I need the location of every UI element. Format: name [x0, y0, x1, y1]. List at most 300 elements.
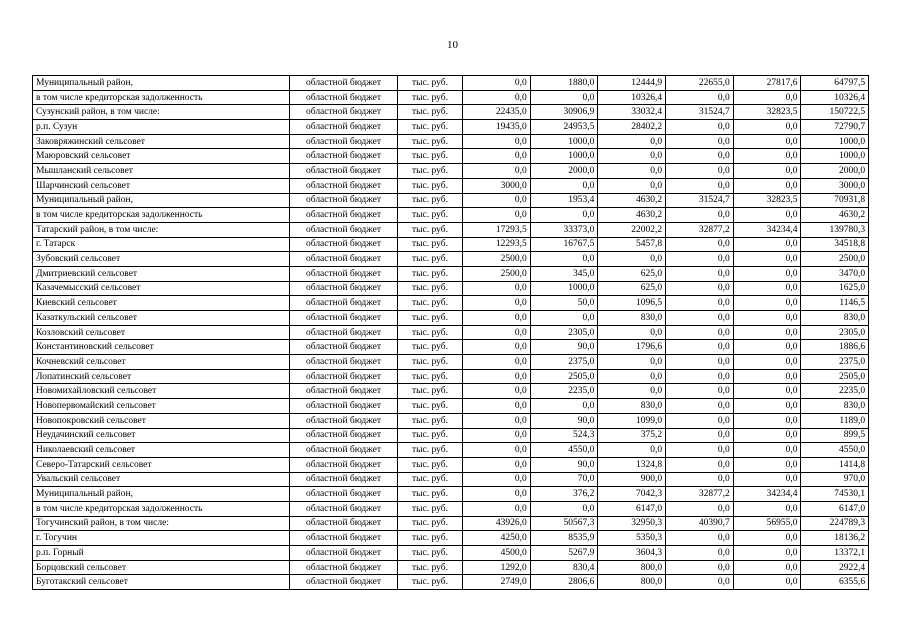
value-cell: 1099,0 [598, 413, 666, 428]
row-name-cell: Сузунский район, в том числе: [33, 105, 290, 120]
value-cell: 0,0 [463, 457, 531, 472]
unit-cell: тыс. руб. [398, 413, 463, 428]
table-row [33, 516, 869, 531]
total-cell: 74530,1 [801, 487, 869, 502]
unit-cell: тыс. руб. [398, 384, 463, 399]
value-cell: 0,0 [598, 134, 666, 149]
funding-source-cell: областной бюджет [290, 575, 398, 590]
table-row [33, 311, 869, 326]
value-cell: 0,0 [733, 164, 801, 179]
value-cell: 625,0 [598, 266, 666, 281]
total-cell: 139780,3 [801, 222, 869, 237]
unit-cell: тыс. руб. [398, 546, 463, 561]
value-cell: 2305,0 [530, 325, 598, 340]
value-cell: 375,2 [598, 428, 666, 443]
table-row [33, 457, 869, 472]
value-cell: 0,0 [666, 311, 734, 326]
value-cell: 376,2 [530, 487, 598, 502]
value-cell: 70,0 [530, 472, 598, 487]
funding-source-cell: областной бюджет [290, 222, 398, 237]
value-cell: 0,0 [666, 237, 734, 252]
value-cell: 0,0 [598, 252, 666, 267]
row-name-cell: г. Тогучин [33, 531, 290, 546]
row-name-cell: Дмитриевский сельсовет [33, 266, 290, 281]
value-cell: 1880,0 [530, 76, 598, 91]
unit-cell: тыс. руб. [398, 296, 463, 311]
table-row [33, 472, 869, 487]
value-cell: 0,0 [733, 472, 801, 487]
total-cell: 2500,0 [801, 252, 869, 267]
table-row [33, 105, 869, 120]
value-cell: 31524,7 [666, 193, 734, 208]
row-name-cell: Шарчинский сельсовет [33, 178, 290, 193]
value-cell: 800,0 [598, 560, 666, 575]
value-cell: 56955,0 [733, 516, 801, 531]
value-cell: 0,0 [733, 281, 801, 296]
total-cell: 830,0 [801, 311, 869, 326]
unit-cell: тыс. руб. [398, 457, 463, 472]
value-cell: 625,0 [598, 281, 666, 296]
total-cell: 2305,0 [801, 325, 869, 340]
unit-cell: тыс. руб. [398, 443, 463, 458]
funding-source-cell: областной бюджет [290, 208, 398, 223]
value-cell: 0,0 [666, 90, 734, 105]
row-name-cell: Киевский сельсовет [33, 296, 290, 311]
value-cell: 2806,6 [530, 575, 598, 590]
row-name-cell: Тогучинский район, в том числе: [33, 516, 290, 531]
value-cell: 0,0 [463, 296, 531, 311]
row-name-cell: Николаевский сельсовет [33, 443, 290, 458]
value-cell: 0,0 [463, 428, 531, 443]
value-cell: 0,0 [733, 501, 801, 516]
funding-source-cell: областной бюджет [290, 134, 398, 149]
value-cell: 0,0 [733, 428, 801, 443]
unit-cell: тыс. руб. [398, 369, 463, 384]
row-name-cell: Новомихайловский сельсовет [33, 384, 290, 399]
row-name-cell: Муниципальный район, [33, 193, 290, 208]
value-cell: 0,0 [666, 296, 734, 311]
total-cell: 970,0 [801, 472, 869, 487]
value-cell: 32823,5 [733, 193, 801, 208]
value-cell: 0,0 [463, 90, 531, 105]
page-number: 10 [447, 39, 458, 51]
value-cell: 3000,0 [463, 178, 531, 193]
row-name-cell: в том числе кредиторская задолженность [33, 208, 290, 223]
value-cell: 3604,3 [598, 546, 666, 561]
total-cell: 10326,4 [801, 90, 869, 105]
table-row [33, 546, 869, 561]
value-cell: 30906,9 [530, 105, 598, 120]
table-row [33, 443, 869, 458]
value-cell: 90,0 [530, 413, 598, 428]
funding-source-cell: областной бюджет [290, 120, 398, 135]
unit-cell: тыс. руб. [398, 164, 463, 179]
funding-source-cell: областной бюджет [290, 399, 398, 414]
funding-source-cell: областной бюджет [290, 501, 398, 516]
unit-cell: тыс. руб. [398, 575, 463, 590]
value-cell: 0,0 [463, 311, 531, 326]
value-cell: 0,0 [733, 134, 801, 149]
value-cell: 5267,9 [530, 546, 598, 561]
value-cell: 0,0 [733, 311, 801, 326]
value-cell: 0,0 [733, 325, 801, 340]
budget-table [32, 75, 869, 590]
total-cell: 64797,5 [801, 76, 869, 91]
value-cell: 0,0 [666, 546, 734, 561]
value-cell: 0,0 [666, 252, 734, 267]
table-row [33, 164, 869, 179]
table-row [33, 428, 869, 443]
value-cell: 0,0 [733, 355, 801, 370]
row-name-cell: Борцовский сельсовет [33, 560, 290, 575]
value-cell: 28402,2 [598, 120, 666, 135]
value-cell: 19435,0 [463, 120, 531, 135]
unit-cell: тыс. руб. [398, 281, 463, 296]
value-cell: 40390,7 [666, 516, 734, 531]
value-cell: 0,0 [733, 120, 801, 135]
funding-source-cell: областной бюджет [290, 531, 398, 546]
value-cell: 22655,0 [666, 76, 734, 91]
value-cell: 34234,4 [733, 487, 801, 502]
table-row [33, 355, 869, 370]
value-cell: 0,0 [666, 575, 734, 590]
row-name-cell: Неудачинский сельсовет [33, 428, 290, 443]
row-name-cell: Козловский сельсовет [33, 325, 290, 340]
row-name-cell: Татарский район, в том числе: [33, 222, 290, 237]
value-cell: 17293,5 [463, 222, 531, 237]
table-row [33, 193, 869, 208]
value-cell: 0,0 [463, 208, 531, 223]
value-cell: 43926,0 [463, 516, 531, 531]
value-cell: 33032,4 [598, 105, 666, 120]
value-cell: 0,0 [733, 149, 801, 164]
total-cell: 2235,0 [801, 384, 869, 399]
unit-cell: тыс. руб. [398, 516, 463, 531]
row-name-cell: Кочневский сельсовет [33, 355, 290, 370]
row-name-cell: р.п. Горный [33, 546, 290, 561]
value-cell: 0,0 [733, 90, 801, 105]
table-row [33, 76, 869, 91]
value-cell: 34234,4 [733, 222, 801, 237]
total-cell: 1146,5 [801, 296, 869, 311]
total-cell: 3000,0 [801, 178, 869, 193]
row-name-cell: в том числе кредиторская задолженность [33, 501, 290, 516]
funding-source-cell: областной бюджет [290, 325, 398, 340]
value-cell: 830,4 [530, 560, 598, 575]
funding-source-cell: областной бюджет [290, 252, 398, 267]
value-cell: 0,0 [463, 487, 531, 502]
total-cell: 1625,0 [801, 281, 869, 296]
total-cell: 72790,7 [801, 120, 869, 135]
total-cell: 1886,6 [801, 340, 869, 355]
total-cell: 3470,0 [801, 266, 869, 281]
value-cell: 0,0 [463, 164, 531, 179]
value-cell: 0,0 [733, 266, 801, 281]
value-cell: 4250,0 [463, 531, 531, 546]
funding-source-cell: областной бюджет [290, 193, 398, 208]
table-row [33, 560, 869, 575]
value-cell: 0,0 [666, 443, 734, 458]
table-row [33, 575, 869, 590]
funding-source-cell: областной бюджет [290, 237, 398, 252]
value-cell: 0,0 [530, 501, 598, 516]
value-cell: 0,0 [598, 164, 666, 179]
value-cell: 5350,3 [598, 531, 666, 546]
value-cell: 1796,6 [598, 340, 666, 355]
total-cell: 4630,2 [801, 208, 869, 223]
value-cell: 2749,0 [463, 575, 531, 590]
funding-source-cell: областной бюджет [290, 311, 398, 326]
funding-source-cell: областной бюджет [290, 413, 398, 428]
value-cell: 0,0 [666, 472, 734, 487]
unit-cell: тыс. руб. [398, 325, 463, 340]
value-cell: 0,0 [463, 384, 531, 399]
table-row [33, 120, 869, 135]
total-cell: 2375,0 [801, 355, 869, 370]
row-name-cell: г. Татарск [33, 237, 290, 252]
unit-cell: тыс. руб. [398, 76, 463, 91]
value-cell: 0,0 [530, 178, 598, 193]
value-cell: 2500,0 [463, 252, 531, 267]
total-cell: 224789,3 [801, 516, 869, 531]
value-cell: 90,0 [530, 457, 598, 472]
funding-source-cell: областной бюджет [290, 384, 398, 399]
value-cell: 0,0 [530, 252, 598, 267]
value-cell: 0,0 [463, 472, 531, 487]
funding-source-cell: областной бюджет [290, 487, 398, 502]
value-cell: 32877,2 [666, 487, 734, 502]
unit-cell: тыс. руб. [398, 222, 463, 237]
unit-cell: тыс. руб. [398, 90, 463, 105]
unit-cell: тыс. руб. [398, 178, 463, 193]
value-cell: 4630,2 [598, 208, 666, 223]
table-row [33, 178, 869, 193]
funding-source-cell: областной бюджет [290, 355, 398, 370]
value-cell: 0,0 [598, 443, 666, 458]
unit-cell: тыс. руб. [398, 193, 463, 208]
value-cell: 8535,9 [530, 531, 598, 546]
value-cell: 0,0 [598, 355, 666, 370]
value-cell: 0,0 [598, 178, 666, 193]
unit-cell: тыс. руб. [398, 487, 463, 502]
unit-cell: тыс. руб. [398, 399, 463, 414]
table-row [33, 296, 869, 311]
value-cell: 0,0 [666, 178, 734, 193]
unit-cell: тыс. руб. [398, 266, 463, 281]
unit-cell: тыс. руб. [398, 428, 463, 443]
table-row [33, 134, 869, 149]
value-cell: 0,0 [733, 457, 801, 472]
value-cell: 0,0 [463, 193, 531, 208]
total-cell: 2000,0 [801, 164, 869, 179]
table-row [33, 501, 869, 516]
value-cell: 0,0 [733, 178, 801, 193]
value-cell: 50567,3 [530, 516, 598, 531]
table-row [33, 487, 869, 502]
value-cell: 0,0 [666, 355, 734, 370]
value-cell: 800,0 [598, 575, 666, 590]
value-cell: 0,0 [463, 355, 531, 370]
unit-cell: тыс. руб. [398, 531, 463, 546]
value-cell: 0,0 [733, 369, 801, 384]
funding-source-cell: областной бюджет [290, 164, 398, 179]
row-name-cell: Зубовский сельсовет [33, 252, 290, 267]
row-name-cell: Увальский сельсовет [33, 472, 290, 487]
row-name-cell: Константиновский сельсовет [33, 340, 290, 355]
value-cell: 1000,0 [530, 149, 598, 164]
row-name-cell: Казачемысский сельсовет [33, 281, 290, 296]
total-cell: 34518,8 [801, 237, 869, 252]
funding-source-cell: областной бюджет [290, 340, 398, 355]
value-cell: 0,0 [463, 413, 531, 428]
table-row [33, 325, 869, 340]
value-cell: 0,0 [666, 531, 734, 546]
value-cell: 0,0 [666, 399, 734, 414]
unit-cell: тыс. руб. [398, 501, 463, 516]
value-cell: 0,0 [463, 369, 531, 384]
funding-source-cell: областной бюджет [290, 76, 398, 91]
value-cell: 0,0 [666, 266, 734, 281]
value-cell: 0,0 [598, 369, 666, 384]
row-name-cell: Новопокровский сельсовет [33, 413, 290, 428]
row-name-cell: Северо-Татарский сельсовет [33, 457, 290, 472]
value-cell: 0,0 [733, 443, 801, 458]
value-cell: 0,0 [666, 325, 734, 340]
total-cell: 1000,0 [801, 134, 869, 149]
total-cell: 150722,5 [801, 105, 869, 120]
table-row [33, 369, 869, 384]
value-cell: 0,0 [463, 443, 531, 458]
row-name-cell: Заковряжинский сельсовет [33, 134, 290, 149]
total-cell: 4550,0 [801, 443, 869, 458]
value-cell: 0,0 [598, 325, 666, 340]
value-cell: 0,0 [733, 252, 801, 267]
value-cell: 12293,5 [463, 237, 531, 252]
funding-source-cell: областной бюджет [290, 516, 398, 531]
row-name-cell: р.п. Сузун [33, 120, 290, 135]
unit-cell: тыс. руб. [398, 311, 463, 326]
value-cell: 0,0 [733, 296, 801, 311]
value-cell: 22002,2 [598, 222, 666, 237]
unit-cell: тыс. руб. [398, 105, 463, 120]
value-cell: 0,0 [463, 149, 531, 164]
value-cell: 0,0 [666, 149, 734, 164]
value-cell: 22435,0 [463, 105, 531, 120]
value-cell: 27817,6 [733, 76, 801, 91]
value-cell: 0,0 [666, 428, 734, 443]
value-cell: 0,0 [463, 325, 531, 340]
table-row [33, 252, 869, 267]
row-name-cell: Казаткульский сельсовет [33, 311, 290, 326]
value-cell: 1000,0 [530, 281, 598, 296]
unit-cell: тыс. руб. [398, 237, 463, 252]
unit-cell: тыс. руб. [398, 120, 463, 135]
funding-source-cell: областной бюджет [290, 560, 398, 575]
unit-cell: тыс. руб. [398, 560, 463, 575]
value-cell: 0,0 [530, 90, 598, 105]
table-row [33, 90, 869, 105]
value-cell: 0,0 [733, 340, 801, 355]
value-cell: 0,0 [733, 384, 801, 399]
funding-source-cell: областной бюджет [290, 369, 398, 384]
value-cell: 0,0 [598, 384, 666, 399]
value-cell: 2000,0 [530, 164, 598, 179]
value-cell: 0,0 [733, 237, 801, 252]
value-cell: 0,0 [463, 340, 531, 355]
value-cell: 0,0 [733, 399, 801, 414]
value-cell: 0,0 [666, 164, 734, 179]
value-cell: 1096,5 [598, 296, 666, 311]
value-cell: 24953,5 [530, 120, 598, 135]
value-cell: 0,0 [666, 281, 734, 296]
value-cell: 33373,0 [530, 222, 598, 237]
value-cell: 0,0 [530, 399, 598, 414]
unit-cell: тыс. руб. [398, 340, 463, 355]
value-cell: 1000,0 [530, 134, 598, 149]
value-cell: 50,0 [530, 296, 598, 311]
funding-source-cell: областной бюджет [290, 296, 398, 311]
value-cell: 0,0 [666, 369, 734, 384]
funding-source-cell: областной бюджет [290, 178, 398, 193]
table-row [33, 208, 869, 223]
value-cell: 90,0 [530, 340, 598, 355]
value-cell: 0,0 [666, 134, 734, 149]
budget-table-body [33, 76, 869, 590]
table-row [33, 531, 869, 546]
total-cell: 6147,0 [801, 501, 869, 516]
unit-cell: тыс. руб. [398, 149, 463, 164]
total-cell: 2505,0 [801, 369, 869, 384]
table-row [33, 340, 869, 355]
value-cell: 0,0 [666, 457, 734, 472]
value-cell: 0,0 [733, 575, 801, 590]
value-cell: 12444,9 [598, 76, 666, 91]
value-cell: 0,0 [666, 501, 734, 516]
value-cell: 16767,5 [530, 237, 598, 252]
funding-source-cell: областной бюджет [290, 149, 398, 164]
total-cell: 1000,0 [801, 149, 869, 164]
unit-cell: тыс. руб. [398, 208, 463, 223]
value-cell: 0,0 [733, 531, 801, 546]
table-row [33, 237, 869, 252]
value-cell: 830,0 [598, 311, 666, 326]
value-cell: 0,0 [666, 208, 734, 223]
value-cell: 0,0 [463, 501, 531, 516]
value-cell: 0,0 [666, 120, 734, 135]
row-name-cell: Буготакский сельсовет [33, 575, 290, 590]
value-cell: 4550,0 [530, 443, 598, 458]
table-row [33, 384, 869, 399]
funding-source-cell: областной бюджет [290, 266, 398, 281]
funding-source-cell: областной бюджет [290, 90, 398, 105]
value-cell: 0,0 [666, 340, 734, 355]
value-cell: 0,0 [598, 149, 666, 164]
unit-cell: тыс. руб. [398, 472, 463, 487]
value-cell: 345,0 [530, 266, 598, 281]
funding-source-cell: областной бюджет [290, 105, 398, 120]
value-cell: 6147,0 [598, 501, 666, 516]
unit-cell: тыс. руб. [398, 252, 463, 267]
funding-source-cell: областной бюджет [290, 428, 398, 443]
total-cell: 18136,2 [801, 531, 869, 546]
table-row [33, 413, 869, 428]
value-cell: 524,3 [530, 428, 598, 443]
value-cell: 7042,3 [598, 487, 666, 502]
value-cell: 32823,5 [733, 105, 801, 120]
row-name-cell: Муниципальный район, [33, 76, 290, 91]
value-cell: 2235,0 [530, 384, 598, 399]
funding-source-cell: областной бюджет [290, 472, 398, 487]
